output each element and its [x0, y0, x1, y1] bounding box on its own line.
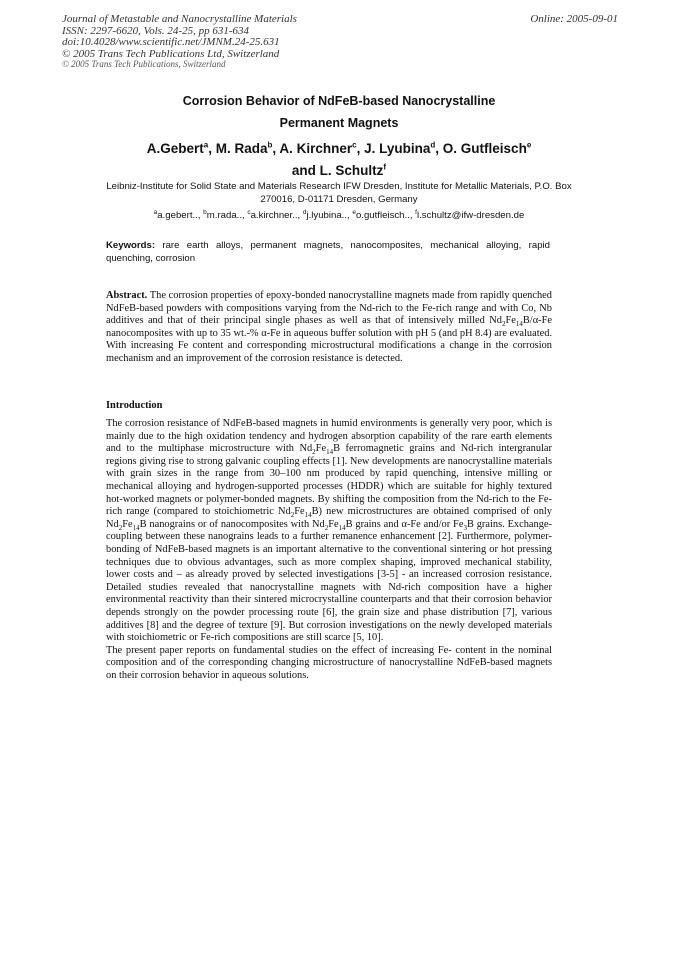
affiliation: Leibniz-Institute for Solid State and Materials Research IFW Dresden, Institute for Metallic Materials, P.O. Box 270016, D-01171 Dresden, Germany [106, 181, 572, 205]
journal-copyright: © 2005 Trans Tech Publications Ltd, Switzerland [62, 47, 280, 60]
author-superscript: c [352, 140, 357, 150]
text: The corrosion resistance of NdFeB-based magnets in humid environments is generally very poor, which is mainly due to the high oxidation tendency and hydrogen absorption capability of the rare earth elements and to the multiphase microstructure with Nd [106, 418, 552, 455]
email: a.kirchner.., [250, 210, 301, 221]
keywords [106, 240, 550, 265]
keywords-label: Keywords: [106, 240, 156, 251]
subscript: 14 [326, 448, 334, 457]
subscript: 14 [304, 511, 312, 520]
journal-name: Journal of Metastable and Nanocrystalline Materials [62, 13, 297, 25]
introduction-body [106, 418, 552, 682]
text: Fe [294, 506, 305, 518]
email-superscript: c [247, 208, 251, 216]
subscript: 2 [324, 523, 329, 532]
cut-off-line: © 2005 Trans Tech Publications, Switzerland [62, 59, 226, 70]
email-superscript: b [203, 208, 207, 216]
subscript: 14 [338, 523, 346, 532]
abstract-text: B/α-Fe nanocomposites with up to 35 wt.-% α-Fe in aqueous buffer solution with pH 5 (and pH 8.4) are evaluated. With increasing Fe content and corresponding microstructural modifications a change in the corrosion mechanism and an improvement of the corrosion resistance is detected. [106, 315, 552, 364]
abstract-text: Fe [505, 315, 516, 327]
email: l.schultz@ifw-dresden.de [416, 210, 525, 221]
author-name: A. Kirchner [279, 141, 353, 156]
author-superscript: f [383, 162, 387, 172]
text: Fe [315, 443, 327, 455]
author-and: and [291, 163, 316, 178]
title-line-2: Permanent Magnets [279, 116, 399, 130]
email: o.gutfleisch.., [355, 210, 413, 221]
journal-issn: ISSN: 2297-6620, Vols. 24-25, pp 631-634 [62, 24, 249, 37]
text: B) new microstructures are obtained comprised of only Nd [106, 506, 552, 530]
subscript: 2 [118, 523, 123, 532]
email-superscript: a [153, 208, 158, 216]
text: Fe [122, 518, 133, 530]
text: B ferromagnetic grains and Nd-rich intergranular regions giving rise to strong galvanic coupling effects [1]. New developments are nanocrystalline materials with grain sizes in the range from 30–100 nm produced by rapid quenching, intensive milling or mechanical alloying and hydrogen-supported processes (HDDR) which are suitable for highly textured hot-worked magnets or polymer-bonded magnets. By shifting the composition from the Nd-rich to the Fe-rich range (compared to stoichiometric Nd [106, 443, 552, 518]
author-name: M. Rada [215, 141, 268, 156]
author-superscript: b [267, 140, 273, 150]
text: B grains and α-Fe and/or Fe [345, 518, 464, 530]
author-name: J. Lyubina [364, 141, 431, 156]
email: a.gebert.., [157, 210, 201, 221]
journal-doi: doi:10.4028/www.scientific.net/JMNM.24-25.631 [62, 36, 280, 49]
author-superscript: e [526, 140, 532, 150]
email-superscript: d [302, 208, 307, 216]
subscript: 14 [515, 320, 523, 329]
author-list: A.Gebert$^a$, M. Rada$^b$, A. Kirchner$^c$, J. Lyubina$^d$, O. Gutfleisch$^e$ and L. Schultz$^f$ [146, 140, 532, 178]
subscript: 2 [312, 448, 316, 457]
text: B nanograins or of nanocomposites with Nd [139, 518, 325, 530]
author-name: L. Schultz [319, 163, 384, 178]
text: Fe [328, 518, 339, 530]
subscript: 2 [290, 511, 295, 520]
abstract-label: Abstract. [106, 290, 148, 301]
intro-paragraph [106, 418, 552, 645]
abstract [106, 290, 552, 366]
abstract-text: The corrosion properties of epoxy-bonded nanocrystalline magnets made from rapidly quenched NdFeB-based powders with compositions varying from the Nd-rich to the Fe-rich range and with Co, Nb additives and that of their principal single phases as well as that of intensively milled Nd [106, 290, 552, 327]
intro-paragraph: The present paper reports on fundamental studies on the effect of increasing Fe- content in the nominal composition and of the corresponding changing microstructure of nanocrystalline NdFeB-based magnets on their corrosion behavior in aqueous solutions. [106, 644, 552, 681]
text: B grains. Exchange-coupling between these nanograins leads to a further remanence enhancement [2]. Furthermore, polymer-bonding of NdFeB-based magnets is an important alternative to the conventional sintering or hot pressing techniques due to obvious advantages, such as more complex shaping, improved mechanical stability, lower costs and – as already proved by selected investigations [3-5] - an increased corrosion resistance. Detailed studies revealed that nanocrystalline magnets with Nd-rich composition have a higher environmental reactivity than their sintered microcrystalline counterparts and that their corrosion behavior depends strongly on the powder processing route [6], the grain size and phase distribution [7], various additives [8] and the degree of texture [9]. But corrosion investigations on the newly developed materials with stoichiometric or Fe-rich compositions are still scarce [5, 10]. [106, 518, 553, 644]
journal-header [62, 13, 618, 70]
online-date: Online: 2005-09-01 [530, 13, 618, 25]
author-superscript: d [430, 140, 436, 150]
author-name: O. Gutfleisch [442, 141, 527, 156]
author-emails [0, 210, 678, 221]
subscript: 14 [132, 523, 140, 532]
section-heading: Introduction [106, 400, 163, 411]
author-name: A.Gebert [146, 141, 204, 156]
email-superscript: f [415, 208, 417, 216]
title-line-1: Corrosion Behavior of NdFeB-based Nanocrystalline [182, 94, 496, 108]
author-superscript: a [203, 140, 209, 150]
email: j.lyubina.., [306, 210, 350, 221]
email: m.rada.., [206, 210, 245, 221]
paper-title [0, 90, 678, 134]
keywords-text: rare earth alloys, permanent magnets, nanocomposites, mechanical alloying, rapid quenching, corrosion [106, 240, 550, 264]
email-superscript: e [352, 208, 356, 216]
subscript: 3 [463, 523, 467, 532]
subscript: 2 [501, 320, 506, 329]
